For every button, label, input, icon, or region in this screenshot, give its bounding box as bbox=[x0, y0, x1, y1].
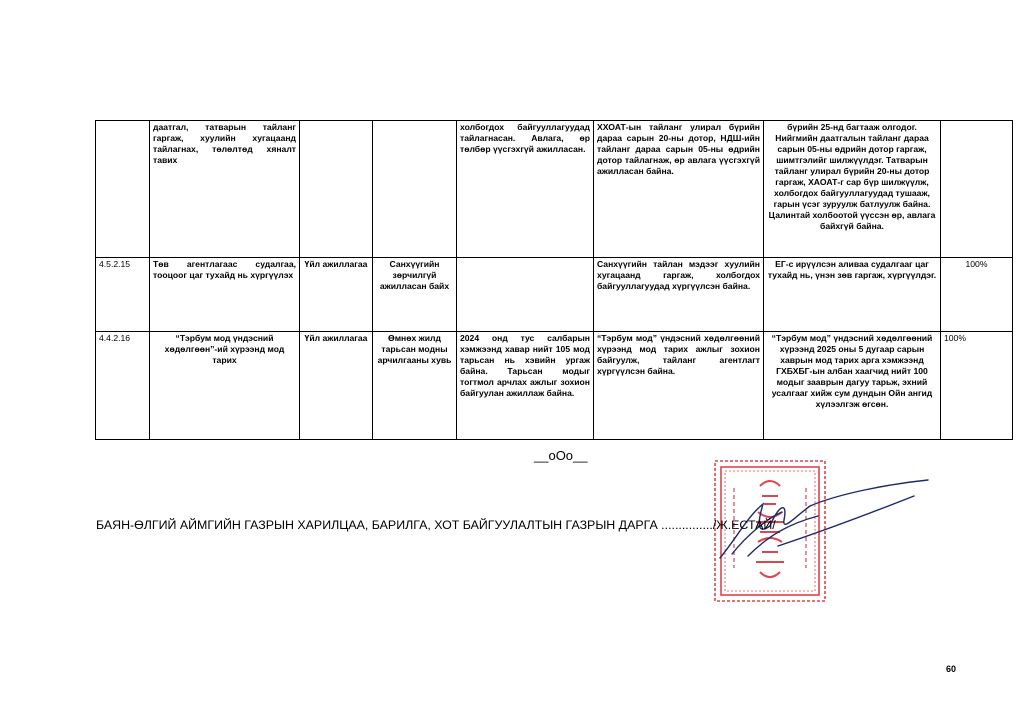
table-row bbox=[96, 332, 1013, 440]
page-number: 60 bbox=[946, 664, 957, 674]
unit-cell: Үйл ажиллагаа bbox=[300, 258, 373, 332]
task-cell: “Тэрбум мод үндэсний хөдөлгөөн”-ий хүрээнд мод тарих bbox=[150, 332, 300, 440]
row-number bbox=[96, 121, 150, 258]
report-cell: ЕГ-с ирүүлсэн аливаа судалгааг цаг тухайд нь, үнэн зөв гаргаж, хүргүүлдэг. bbox=[764, 258, 941, 332]
report-cell bbox=[457, 258, 594, 332]
row-number: 4.5.2.15 bbox=[96, 258, 150, 332]
percent-cell: 100% bbox=[941, 332, 1013, 440]
table-row bbox=[96, 258, 1013, 332]
unit-cell: Үйл ажиллагаа bbox=[300, 332, 373, 440]
result-cell bbox=[373, 121, 457, 258]
report-cell: Санхүүгийн тайлан мэдээг хуулийн хугацаанд гаргаж, холбогдох байгууллагуудад хүргүүлсэн байна. bbox=[594, 258, 764, 332]
report-cell: “Тэрбум мод” үндэсний хөдөлгөөний хүрээнд 2025 оны 5 дугаар сарын хаврын мод тарих арга хэмжээнд ГХБХБГ-ын албан хаагчид нийт 100 модыг зааврын дагуу тарьж, эхний усалгааг хийж сум дундын Ойн ангид хүлээлгэж өгсөн. bbox=[764, 332, 941, 440]
row-number: 4.4.2.16 bbox=[96, 332, 150, 440]
percent-cell: 100% bbox=[941, 258, 1013, 332]
unit-cell bbox=[300, 121, 373, 258]
result-cell: Өмнөх жилд тарьсан модны арчилгааны хувь bbox=[373, 332, 457, 440]
closing-mark: __оОо__ bbox=[534, 448, 588, 463]
report-cell: “Тэрбум мод” үндэсний хөдөлгөөний хүрээнд мод тарих ажлыг зохион байгуулж, тайланг агентлагт хүргүүлсэн байна. bbox=[594, 332, 764, 440]
report-cell: ХХОАТ-ын тайланг улирал бүрийн дараа сарын 20-ны дотор, НДШ-ийн тайланг дараа сарын 05-ны өдрийн дотор тайлагнаж, өр авлага үүсгэхгүй ажилласан байна. bbox=[594, 121, 764, 258]
report-cell: 2024 онд тус салбарын хэмжээнд хавар нийт 105 мод тарьсан нь хэвийн ургаж байна. Тарьсан модыг тогтмол арчлах ажлыг зохион байгуулан ажиллаж байна. bbox=[457, 332, 594, 440]
result-cell: Санхүүгийн зөрчилгүй ажилласан байх bbox=[373, 258, 457, 332]
report-table bbox=[95, 120, 1013, 440]
percent-cell bbox=[941, 121, 1013, 258]
signature-line: БАЯН-ӨЛГИЙ АЙМГИЙН ГАЗРЫН ХАРИЛЦАА, БАРИЛГА, ХОТ БАЙГУУЛАЛТЫН ГАЗРЫН ДАРГА .............../Ж.ЕСТАЙ/ bbox=[96, 518, 776, 532]
task-cell: Төв агентлагаас судалгаа, тооцоог цаг тухайд нь хүргүүлэх bbox=[150, 258, 300, 332]
task-cell: даатгал, татварын тайланг гаргаж, хуулийн хугацаанд тайлагнах, төлөлтөд хяналт тавих bbox=[150, 121, 300, 258]
table-row bbox=[96, 121, 1013, 258]
report-cell: бүрийн 25-нд багтааж олгодог. Нийгмийн даатгалын тайланг дараа сарын 05-ны өдрийн дотор гаргаж, шимтгэлийг шилжүүлдэг. Татварын тайланг улирал бүрийн 20-ны дотор гаргаж, ХАОАТ-г сар бүр шилжүүлж, холбогдох байгууллагуудад тушааж, гарын үсэг зуруулж батлуулж байна. Цалинтай холбоотой үүссэн өр, авлага байхгүй байна. bbox=[764, 121, 941, 258]
report-cell: холбогдох байгууллагуудад тайлагнасан. Авлага, өр төлбөр үүсгэхгүй ажилласан. bbox=[457, 121, 594, 258]
